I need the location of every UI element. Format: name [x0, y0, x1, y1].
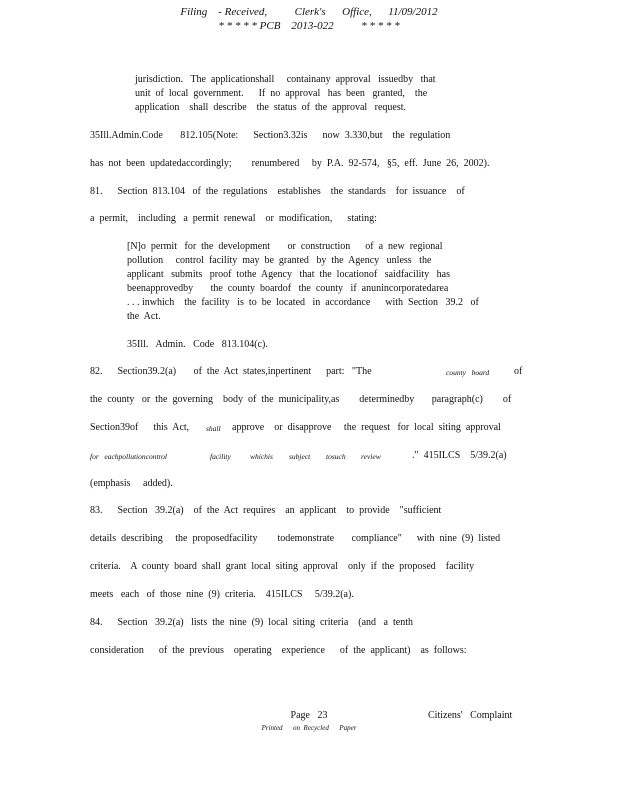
paragraph-82-italic: shall [206, 424, 221, 433]
paragraph-82-italic: subject [289, 452, 311, 461]
page-number: Page 23 [290, 710, 328, 721]
paragraph-81-line: 81. Section 813.104 of the regulations establishes the standards for issuance of [90, 186, 465, 197]
paragraph-82-italic: county board [446, 368, 490, 377]
quote-line: beenapprovedby the county boardof the county if anunincorporatedarea [127, 283, 449, 294]
paragraph-83-line: 83. Section 39.2(a) of the Act requires an applicant to provide "sufficient [90, 505, 442, 516]
quote-line: pollution control facility may be granted by the Agency unless the [127, 255, 432, 266]
paragraph-84-line: 84. Section 39.2(a) lists the nine (9) local siting criteria (and a tenth [90, 617, 413, 628]
quote-line: the Act. [127, 311, 161, 322]
body-line: has not been updatedaccordingly; renumbered by P.A. 92-574, §5, eff. June 26, 2002). [90, 158, 490, 169]
paragraph-81-line: a permit, including a permit renewal or modification, stating: [90, 213, 377, 224]
paragraph-82-italic: tosuch [326, 452, 346, 461]
body-line: jurisdiction. The applicationshall containany approval issuedby that [135, 74, 436, 85]
paragraph-83-line: details describing the proposedfacility todemonstrate compliance" with nine (9) listed [90, 533, 501, 544]
document-title-footer: Citizens' Complaint [428, 710, 513, 721]
quote-line: . . . inwhich the facility is to be located in accordance with Section 39.2 of [127, 297, 479, 308]
paragraph-83-line: meets each of those nine (9) criteria. 415ILCS 5/39.2(a). [90, 589, 354, 600]
paragraph-82-italic: for eachpollutioncontrol [90, 452, 168, 461]
paragraph-82-line: ." 415ILCS 5/39.2(a) [412, 450, 507, 461]
citation-line: 35Ill. Admin. Code 813.104(c). [127, 339, 268, 350]
paragraph-82-italic: whichis [250, 452, 273, 461]
quote-line: applicant submits proof tothe Agency that the locationof saidfacility has [127, 269, 450, 280]
header-filing-line: Filing - Received, Clerk's Office, 11/09/2012 [180, 6, 438, 18]
paragraph-84-line: consideration of the previous operating experience of the applicant) as follows: [90, 645, 467, 656]
paragraph-82-word: of [514, 366, 523, 377]
paragraph-82-italic: review [361, 452, 381, 461]
paragraph-82-line: approve or disapprove the request for local siting approval [232, 422, 501, 433]
body-line: 35Ill.Admin.Code 812.105(Note: Section3.32is now 3.330,but the regulation [90, 130, 451, 141]
paragraph-82-line: the county or the governing body of the municipality,as determinedby paragraph(c) of [90, 394, 512, 405]
paragraph-82-italic: facility [210, 452, 231, 461]
paragraph-82-line: (emphasis added). [90, 478, 173, 489]
printed-on-recycled-paper: Printed on Recycled Paper [261, 724, 357, 732]
body-line: application shall describe the status of the approval request. [135, 102, 407, 113]
paragraph-83-line: criteria. A county board shall grant local siting approval only if the proposed facility [90, 561, 475, 572]
quote-line: [N]o permit for the development or construction of a new regional [127, 241, 443, 252]
header-case-line: * * * * * PCB 2013-022 * * * * * [218, 20, 400, 32]
paragraph-82-line: 82. Section39.2(a) of the Act states,inpertinent part: "The [90, 366, 372, 377]
body-line: unit of local government. If no approval has been granted, the [135, 88, 428, 99]
paragraph-82-line: Section39of this Act, [90, 422, 190, 433]
